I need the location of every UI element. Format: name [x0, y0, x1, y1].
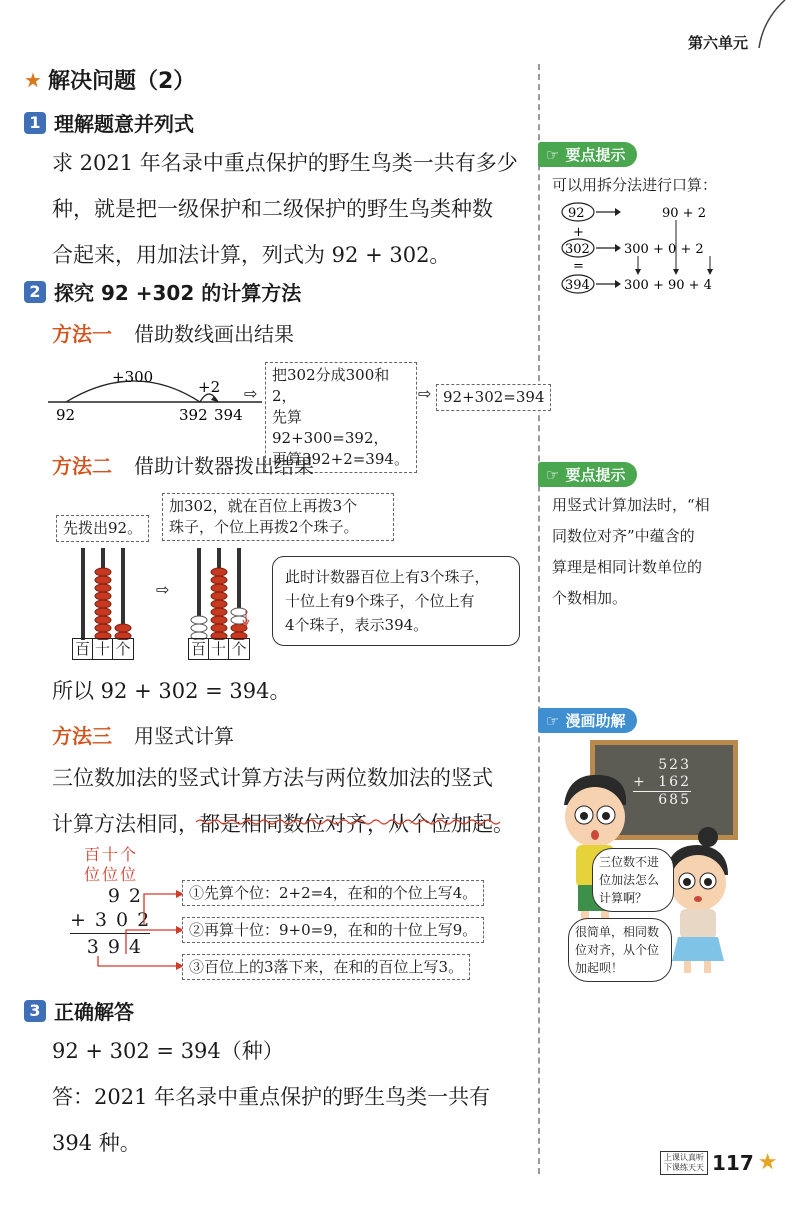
abacus-bead — [95, 616, 111, 624]
method-2-conclusion: 所以 92 + 302 = 394。 — [52, 679, 291, 703]
first-step-box: 先拨出92。 — [56, 515, 149, 542]
footer-slogan — [660, 1151, 708, 1175]
place-label-row: 百十个 — [84, 845, 139, 864]
abacus-added-bead — [191, 624, 207, 632]
body-line: 计算方法相同，都是相同数位对齐，从个位加起。 — [52, 812, 514, 836]
abacus-bead — [95, 608, 111, 616]
pointing-hand-icon: ☞ — [546, 711, 560, 730]
answer-block — [52, 1028, 532, 1166]
place-label: 十 — [93, 639, 113, 659]
column-divider — [538, 64, 540, 1174]
bubble-line: 4个珠子，表示394。 — [285, 616, 429, 634]
place-label: 百 — [73, 639, 93, 659]
diagram-number: 394 — [565, 278, 590, 293]
abacus-explain-bubble — [272, 556, 520, 646]
tip-line: 同数位对齐”中蕴含的 — [552, 527, 695, 545]
slogan-line: 上课认真听 — [664, 1152, 704, 1162]
star-icon: ★ — [24, 67, 42, 92]
page-footer — [660, 1150, 777, 1175]
section-3-heading — [24, 996, 134, 1025]
sum: 394 — [70, 933, 150, 959]
tick-label: 394 — [214, 406, 243, 424]
abacus-place-labels — [188, 638, 250, 660]
abacus-bead — [211, 576, 227, 584]
body-line: 种，就是把一级保护和二级保护的野生鸟类种数 — [52, 197, 493, 221]
abacus-bead — [211, 584, 227, 592]
step-box: ②再算十位：9+0=9，在和的十位上写9。 — [182, 917, 484, 943]
question-bubble — [592, 848, 674, 912]
tick-label: 392 — [179, 406, 208, 424]
bubble-line: 很简单，相同数 — [575, 925, 660, 939]
box-line: 先算92+300=392， — [272, 408, 389, 447]
bubble-line: 十位上有9个珠子，个位上有 — [285, 592, 475, 610]
split-diagram — [560, 198, 750, 298]
unit-label: 第六单元 — [687, 34, 748, 52]
pointing-hand-icon: ☞ — [546, 465, 560, 484]
tip-badge — [538, 462, 637, 487]
abacus-bead — [115, 624, 131, 632]
arrow-right-icon: ⇨ — [244, 384, 258, 403]
plus-sign: + — [70, 909, 95, 931]
method-1-heading — [52, 318, 294, 347]
page-number: 117 — [712, 1150, 754, 1175]
section-title: 理解题意并列式 — [54, 112, 194, 136]
comic-badge — [538, 708, 637, 733]
tip-line: 个数相加。 — [552, 589, 628, 607]
tick-label: 92 — [56, 406, 76, 424]
star-icon: ★ — [757, 1150, 778, 1175]
box-line: 再算392+2=394。 — [272, 450, 409, 468]
method-desc: 借助计数器拨出结果 — [134, 454, 314, 478]
method-label: 方法三 — [52, 724, 112, 748]
section-1-body — [52, 140, 532, 278]
tip-line: 算理是相同计数单位的 — [552, 558, 703, 576]
section-1-heading — [24, 108, 194, 137]
answer-equation: 92 + 302 = 394（种） — [52, 1039, 284, 1063]
body-line: 三位数加法的竖式计算方法与两位数加法的竖式 — [52, 766, 493, 790]
abacus-added-bead — [231, 608, 247, 616]
step-box: ①先算个位：2+2=4，在和的个位上写4。 — [182, 880, 484, 906]
abacus-bead — [95, 624, 111, 632]
bubble-line: 计算啊？ — [599, 891, 648, 905]
section-number-badge: 2 — [24, 281, 46, 303]
wavy-underline — [196, 818, 504, 826]
bubble-line: 加起呗！ — [575, 961, 624, 975]
addend-top: 92 — [107, 885, 150, 907]
place-label: 百 — [189, 639, 209, 659]
abacus-bead — [95, 576, 111, 584]
bubble-line: 位加法怎么 — [599, 873, 660, 887]
abacus-after — [188, 548, 252, 640]
place-label: 个 — [231, 640, 247, 658]
method-1-result-box: 92+302=394 — [436, 384, 551, 411]
section-title: 探究 92 +302 的计算方法 — [54, 281, 302, 305]
body-line: 求 2021 年名录中重点保护的野生鸟类一共有多少 — [52, 151, 518, 175]
arc-arrowhead — [211, 396, 218, 402]
answer-line: 394 种。 — [52, 1131, 141, 1155]
corner-decoration — [755, 0, 800, 60]
board-plus: + — [633, 774, 647, 790]
place-label: 个 — [115, 640, 131, 658]
abacus-before — [72, 548, 136, 640]
vertical-steps — [182, 878, 484, 982]
section-title: 正确解答 — [54, 1000, 134, 1024]
board-bottom: 162 — [658, 774, 691, 790]
abacus-bead — [211, 608, 227, 616]
method-label: 方法一 — [52, 322, 112, 346]
arrow-right-icon: ⇨ — [418, 384, 432, 403]
answer-bubble — [568, 918, 672, 982]
diagram-split: 300 + 0 + 2 — [624, 242, 704, 257]
step-box: ③百位上的3落下来，在和的百位上写3。 — [182, 954, 470, 980]
abacus-bead — [211, 616, 227, 624]
abacus-added-bead — [191, 616, 207, 624]
step-arrows — [80, 880, 190, 975]
tip-badge — [538, 142, 637, 167]
add-step-box — [162, 493, 394, 541]
place-label-row: 位位位 — [84, 865, 139, 884]
bubble-line: 此时计数器百位上有3个珠子， — [285, 568, 490, 586]
method-2-heading — [52, 450, 314, 479]
bubble-line: 三位数不进 — [599, 855, 660, 869]
section-2-heading — [24, 277, 301, 306]
method-label: 方法二 — [52, 454, 112, 478]
abacus-bead — [95, 584, 111, 592]
abacus-bead — [211, 568, 227, 576]
method-desc: 用竖式计算 — [134, 724, 234, 748]
arrow-right-icon: ⇨ — [156, 580, 170, 599]
abacus-bead — [95, 600, 111, 608]
diagram-split: 90 + 2 — [662, 206, 706, 221]
abacus-bead — [95, 592, 111, 600]
page-title-text: 解决问题（2） — [47, 69, 196, 94]
diagram-split: 300 + 90 + 4 — [624, 278, 712, 293]
number-line — [40, 362, 265, 427]
addend-bottom: 302 — [94, 909, 159, 931]
comic-badge-label: 漫画助解 — [565, 712, 626, 730]
jump-label-300: +300 — [112, 368, 154, 386]
board-result: 685 — [633, 791, 691, 809]
diagram-equals: = — [573, 259, 584, 274]
place-label: 十 — [209, 639, 229, 659]
tip-2-text — [552, 490, 710, 614]
tip-line: 用竖式计算加法时，“相 — [552, 496, 710, 514]
bubble-line: 位对齐，从个位 — [575, 943, 660, 957]
page-title — [24, 64, 195, 95]
diagram-plus: + — [573, 225, 584, 240]
abacus-bead — [211, 592, 227, 600]
diagram-number: 92 — [568, 206, 585, 221]
method-3-heading — [52, 720, 234, 749]
abacus-bead — [211, 624, 227, 632]
tip-1-text: 可以用拆分法进行口算： — [552, 176, 718, 194]
section-number-badge: 3 — [24, 1000, 46, 1022]
box-line: 加302，就在百位上再拨3个 — [169, 497, 358, 515]
method-desc: 借助数线画出结果 — [134, 322, 294, 346]
body-line: 合起来，用加法计算，列式为 92 + 302。 — [52, 243, 451, 267]
slogan-line: 下课练天天 — [664, 1162, 704, 1172]
place-value-labels — [84, 845, 138, 885]
abacus-bead — [95, 568, 111, 576]
tip-badge-label: 要点提示 — [565, 466, 626, 484]
abacus-bead — [211, 600, 227, 608]
diagram-number: 302 — [565, 242, 590, 257]
abacus-place-labels — [72, 638, 134, 660]
box-line: 把302分成300和2， — [272, 366, 390, 405]
tip-badge-label: 要点提示 — [565, 146, 626, 164]
jump-label-2: +2 — [198, 378, 221, 396]
pointing-hand-icon: ☞ — [546, 145, 560, 164]
answer-line: 答：2021 年名录中重点保护的野生鸟类一共有 — [52, 1085, 491, 1109]
box-line: 珠子，个位上再拨2个珠子。 — [169, 518, 359, 536]
abacus-bead — [231, 624, 247, 632]
method-3-body — [52, 755, 532, 847]
section-number-badge: 1 — [24, 112, 46, 134]
board-top: 523 — [658, 757, 691, 773]
